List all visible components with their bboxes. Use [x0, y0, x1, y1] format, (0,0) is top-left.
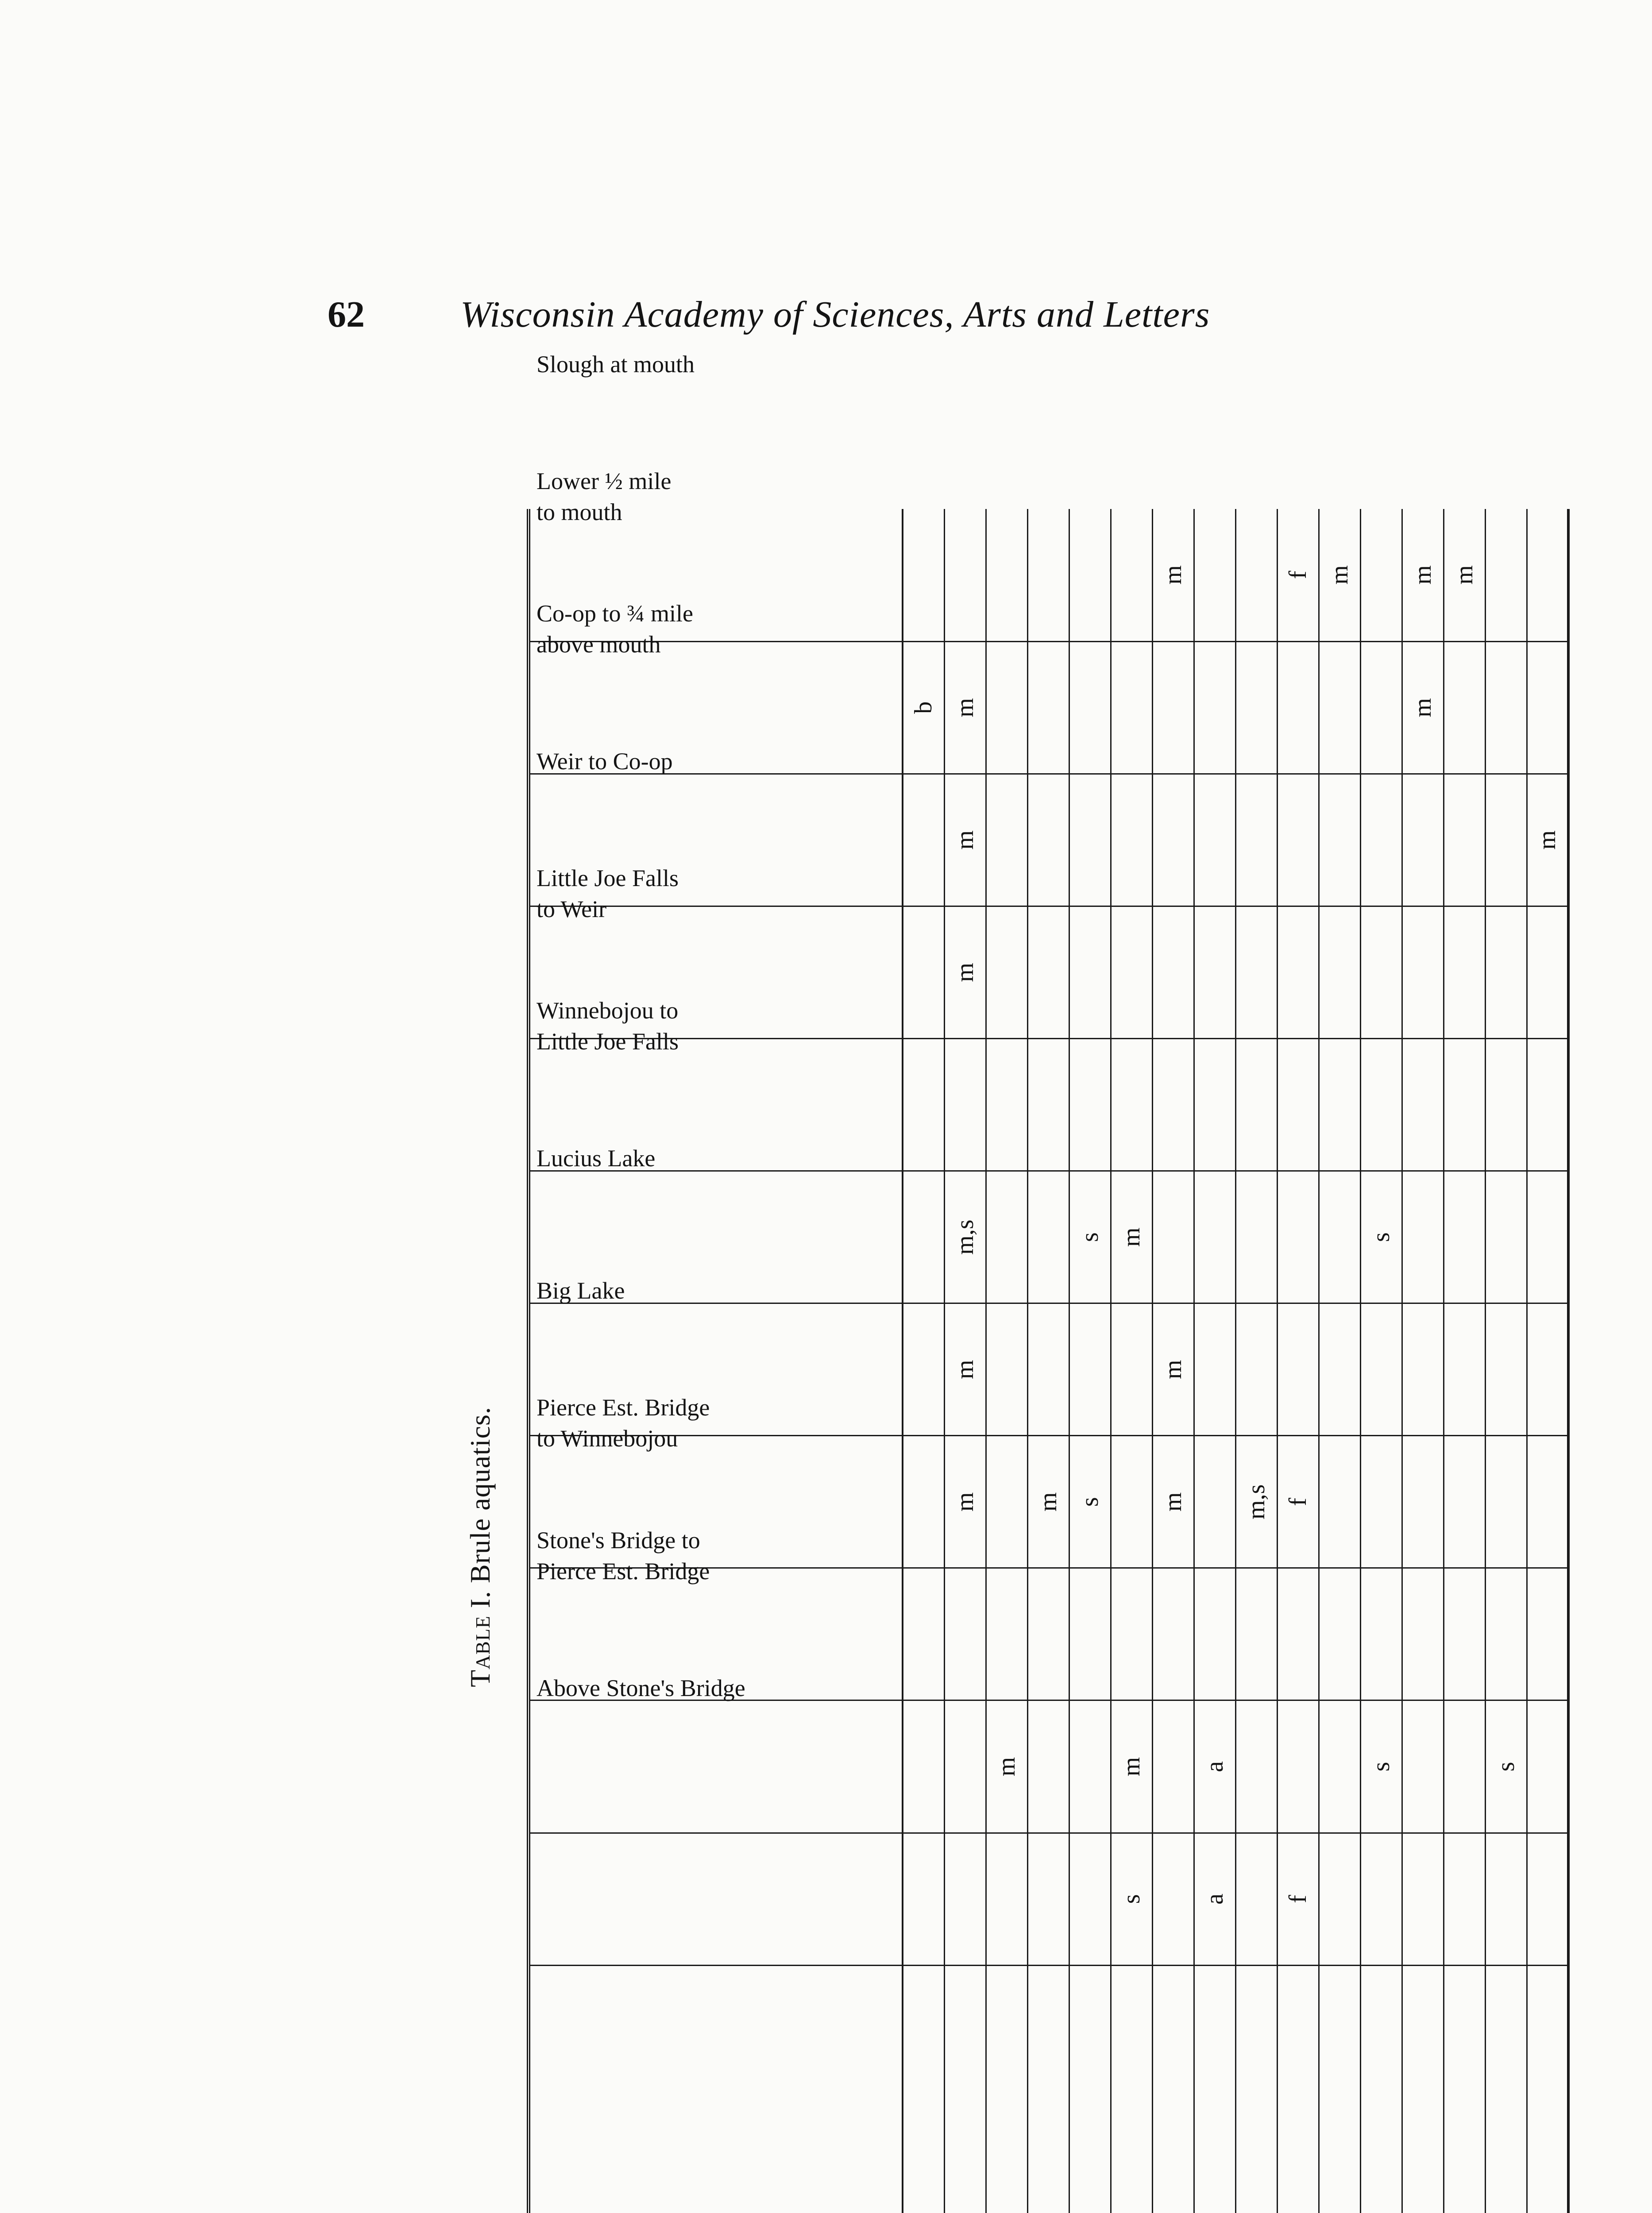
habitat-cell [1402, 1436, 1444, 1568]
species-name [944, 1965, 986, 2213]
habitat-cell [1527, 1700, 1568, 1833]
habitat-cell [1319, 906, 1360, 1038]
habitat-cell: m [1152, 1436, 1194, 1568]
habitat-cell [903, 509, 944, 641]
habitat-cell [1069, 774, 1111, 906]
species-name [1111, 1965, 1152, 2213]
habitat-cell [1235, 641, 1277, 774]
page-number: 62 [328, 294, 365, 335]
habitat-cell [944, 1833, 986, 1965]
habitat-cell [1235, 774, 1277, 906]
habitat-cell [1444, 1171, 1485, 1303]
habitat-cell [1360, 641, 1402, 774]
habitat-cell [1027, 1039, 1069, 1171]
habitat-cell [1194, 1039, 1235, 1171]
habitat-cell [1111, 906, 1152, 1038]
habitat-cell [1027, 1568, 1069, 1700]
habitat-cell [1527, 1833, 1568, 1965]
table-row [1027, 509, 1069, 2213]
habitat-cell [1111, 641, 1152, 774]
table-caption-text: Brule aquatics. [464, 1407, 496, 1583]
habitat-cell [1527, 906, 1568, 1038]
habitat-cell: m,s [1235, 1436, 1277, 1568]
key-item [605, 1975, 646, 2213]
habitat-cell [1360, 906, 1402, 1038]
habitat-cell [1152, 1039, 1194, 1171]
habitat-cell [1485, 1303, 1527, 1436]
habitat-cell [944, 509, 986, 641]
habitat-cell [986, 641, 1027, 774]
rotated-table-frame [443, 351, 1561, 2213]
column-header-line2: Little Joe Falls [537, 1028, 679, 1055]
column-header-line1: Lucius Lake [537, 1145, 656, 1172]
habitat-cell: b [903, 641, 944, 774]
column-header-line2: to mouth [537, 498, 622, 525]
habitat-cell [1069, 1303, 1111, 1436]
habitat-cell [1069, 641, 1111, 774]
habitat-cell [1111, 1568, 1152, 1700]
habitat-cell [1027, 1700, 1069, 1833]
habitat-cell [1027, 1171, 1069, 1303]
species-name [1152, 1965, 1194, 2213]
column-header-line1: Weir to Co-op [537, 748, 673, 775]
table-row [1194, 509, 1235, 2213]
habitat-cell [1194, 1303, 1235, 1436]
habitat-cell [1444, 1568, 1485, 1700]
habitat-cell [1111, 1039, 1152, 1171]
habitat-cell [1485, 774, 1527, 906]
habitat-cell [1277, 1303, 1319, 1436]
table-body [903, 509, 1568, 2213]
habitat-cell [1152, 906, 1194, 1038]
habitat-cell [1235, 906, 1277, 1038]
habitat-cell [1194, 774, 1235, 906]
habitat-cell [1235, 1833, 1277, 1965]
habitat-cell [1319, 1833, 1360, 1965]
habitat-cell [1402, 906, 1444, 1038]
habitat-cell [1444, 1436, 1485, 1568]
journal-title: Wisconsin Academy of Sciences, Arts and Letters [460, 294, 1210, 335]
species-name [1235, 1965, 1277, 2213]
species-name [1444, 1965, 1485, 2213]
habitat-cell [1360, 774, 1402, 906]
habitat-cell [1444, 641, 1485, 774]
table-block [443, 351, 1561, 2213]
habitat-cell [1194, 906, 1235, 1038]
habitat-cell: m [1402, 509, 1444, 641]
habitat-cell [986, 1568, 1027, 1700]
habitat-cell: f [1277, 1436, 1319, 1568]
habitat-cell: m [1111, 1171, 1152, 1303]
habitat-cell [1194, 1436, 1235, 1568]
column-header-line1: Co-op to ¾ mile [537, 600, 693, 627]
habitat-cell [1027, 641, 1069, 774]
key-items [605, 1975, 849, 2213]
species-name [1402, 1965, 1444, 2213]
habitat-cell [944, 1568, 986, 1700]
habitat-cell [1402, 1171, 1444, 1303]
habitat-cell: f [1277, 1833, 1319, 1965]
key-item [727, 1975, 768, 2213]
habitat-cell [1444, 774, 1485, 906]
column-header-line1: Winnebojou to [537, 997, 679, 1024]
habitat-cell: m [1152, 509, 1194, 641]
habitat-cell [1485, 641, 1527, 774]
habitat-cell: s [1360, 1171, 1402, 1303]
key-item [646, 1975, 687, 2213]
habitat-cell [1527, 1568, 1568, 1700]
habitat-cell [1111, 509, 1152, 641]
habitat-cell [1444, 1700, 1485, 1833]
habitat-cell [1152, 774, 1194, 906]
habitat-cell [1194, 509, 1235, 641]
habitat-cell: m [1444, 509, 1485, 641]
habitat-cell [1402, 1303, 1444, 1436]
habitat-cell [1360, 1568, 1402, 1700]
habitat-cell [1277, 906, 1319, 1038]
habitat-cell [986, 1171, 1027, 1303]
column-header-line2: above mouth [537, 631, 661, 658]
table-row [1485, 509, 1527, 2213]
habitat-cell [1027, 1833, 1069, 1965]
habitat-cell: m [1402, 641, 1444, 774]
habitat-cell [903, 1700, 944, 1833]
habitat-cell [1235, 1303, 1277, 1436]
key-title [548, 1975, 579, 2213]
habitat-cell [986, 1039, 1027, 1171]
habitat-cell [1319, 1039, 1360, 1171]
habitat-cell [1527, 1039, 1568, 1171]
key-legend [529, 1965, 903, 2213]
table-row [1069, 509, 1111, 2213]
habitat-cell: m [944, 774, 986, 906]
table-row [1111, 509, 1152, 2213]
habitat-cell [1360, 1039, 1402, 1171]
habitat-cell: s [1111, 1833, 1152, 1965]
species-name [1360, 1965, 1402, 2213]
habitat-cell [1194, 1568, 1235, 1700]
column-header-line2: Pierce Est. Bridge [537, 1558, 710, 1585]
habitat-cell [1027, 509, 1069, 641]
habitat-cell [1152, 1568, 1194, 1700]
habitat-cell [1319, 1700, 1360, 1833]
table-row [1360, 509, 1402, 2213]
habitat-cell [986, 509, 1027, 641]
habitat-cell [1527, 1171, 1568, 1303]
habitat-cell [1402, 1700, 1444, 1833]
table-row [1444, 509, 1485, 2213]
habitat-cell [1485, 1436, 1527, 1568]
species-name [1194, 1965, 1235, 2213]
habitat-cell [1527, 1303, 1568, 1436]
species-name [903, 1965, 944, 2213]
habitat-cell [903, 1833, 944, 1965]
habitat-cell [1319, 1568, 1360, 1700]
habitat-cell [1402, 774, 1444, 906]
habitat-cell [1277, 1568, 1319, 1700]
table-row [944, 509, 986, 2213]
habitat-cell [1485, 1039, 1527, 1171]
column-header-line1: Above Stone's Bridge [537, 1674, 745, 1701]
habitat-cell [1111, 774, 1152, 906]
habitat-cell [903, 1171, 944, 1303]
habitat-cell [1235, 509, 1277, 641]
habitat-cell [1319, 774, 1360, 906]
habitat-cell [1277, 774, 1319, 906]
habitat-cell [1027, 906, 1069, 1038]
habitat-cell [944, 1700, 986, 1833]
habitat-cell [1277, 1039, 1319, 1171]
habitat-cell [1152, 1171, 1194, 1303]
column-header-line1: Little Joe Falls [537, 865, 679, 892]
habitat-cell: m [1111, 1700, 1152, 1833]
table-caption-label: Table I. [464, 1590, 496, 1687]
habitat-cell: m [1319, 509, 1360, 641]
table-row [1402, 509, 1444, 2213]
habitat-cell [1235, 1171, 1277, 1303]
habitat-cell [1319, 1303, 1360, 1436]
habitat-cell [1402, 1833, 1444, 1965]
species-name [1319, 1965, 1360, 2213]
habitat-cell [1444, 1303, 1485, 1436]
habitat-cell: m [1027, 1436, 1069, 1568]
table-row [1527, 509, 1568, 2213]
habitat-cell: m [944, 1436, 986, 1568]
habitat-cell [903, 774, 944, 906]
habitat-cell [1069, 1568, 1111, 1700]
habitat-cell [986, 1436, 1027, 1568]
column-header [529, 1674, 903, 1965]
habitat-cell [1069, 1833, 1111, 1965]
habitat-cell [1319, 1436, 1360, 1568]
species-name [1485, 1965, 1527, 2213]
habitat-cell [1360, 1436, 1402, 1568]
column-header-line1: Slough at mouth [537, 351, 695, 378]
habitat-cell [986, 774, 1027, 906]
habitat-cell [1319, 1171, 1360, 1303]
habitat-cell [1360, 1833, 1402, 1965]
habitat-cell [944, 1039, 986, 1171]
habitat-cell [1194, 1171, 1235, 1303]
habitat-cell: m [944, 641, 986, 774]
habitat-cell [1402, 1039, 1444, 1171]
habitat-cell [1444, 1039, 1485, 1171]
habitat-cell: m [1527, 774, 1568, 906]
table-row [986, 509, 1027, 2213]
key-item [809, 1975, 849, 2213]
habitat-cell [1360, 1303, 1402, 1436]
habitat-cell [1485, 509, 1527, 641]
habitat-cell [1319, 641, 1360, 774]
habitat-cell [986, 906, 1027, 1038]
habitat-cell [1152, 1700, 1194, 1833]
habitat-cell: m [986, 1700, 1027, 1833]
habitat-cell [1277, 1700, 1319, 1833]
table-row [1319, 509, 1360, 2213]
habitat-cell [986, 1303, 1027, 1436]
habitat-cell [1277, 1171, 1319, 1303]
column-header-line1: Pierce Est. Bridge [537, 1394, 710, 1421]
habitat-cell [1402, 1568, 1444, 1700]
column-header-line2: to Winnebojou [537, 1425, 678, 1452]
table-row [1277, 509, 1319, 2213]
habitat-cell: s [1485, 1700, 1527, 1833]
habitat-cell [1235, 1700, 1277, 1833]
habitat-cell [1277, 641, 1319, 774]
habitat-cell [1485, 906, 1527, 1038]
habitat-cell [1111, 1303, 1152, 1436]
habitat-cell [1485, 1833, 1527, 1965]
key-item [687, 1975, 727, 2213]
habitat-cell: s [1069, 1436, 1111, 1568]
habitat-cell [903, 1568, 944, 1700]
habitat-cell [903, 1039, 944, 1171]
habitat-cell [903, 1303, 944, 1436]
habitat-cell [1360, 509, 1402, 641]
habitat-cell [1069, 1700, 1111, 1833]
habitat-cell [1027, 774, 1069, 906]
table-row [1235, 509, 1277, 2213]
species-name [1277, 1965, 1319, 2213]
habitat-cell [1069, 1039, 1111, 1171]
habitat-cell [1527, 1436, 1568, 1568]
column-header-line2: to Weir [537, 896, 607, 923]
table-caption [443, 509, 518, 2213]
habitat-cell [1527, 641, 1568, 774]
habitat-cell [903, 1436, 944, 1568]
habitat-cell [1069, 906, 1111, 1038]
habitat-cell [1069, 509, 1111, 641]
habitat-cell [1111, 1436, 1152, 1568]
habitat-cell [1235, 1039, 1277, 1171]
table-row [1152, 509, 1194, 2213]
habitat-cell: m [944, 906, 986, 1038]
species-name [1027, 1965, 1069, 2213]
habitat-cell: s [1069, 1171, 1111, 1303]
habitat-cell [1444, 906, 1485, 1038]
column-header-line1: Lower ½ mile [537, 467, 672, 494]
habitat-cell [1485, 1568, 1527, 1700]
habitat-cell [1444, 1833, 1485, 1965]
species-name [986, 1965, 1027, 2213]
habitat-cell: f [1277, 509, 1319, 641]
species-name [1069, 1965, 1111, 2213]
habitat-cell: a [1194, 1833, 1235, 1965]
habitat-cell [1152, 1833, 1194, 1965]
column-header-line1: Big Lake [537, 1277, 625, 1304]
habitat-cell: m [1152, 1303, 1194, 1436]
brule-aquatics-table [527, 351, 1570, 2213]
habitat-cell [1485, 1171, 1527, 1303]
habitat-cell [1027, 1303, 1069, 1436]
habitat-cell [1235, 1568, 1277, 1700]
habitat-cell: a [1194, 1700, 1235, 1833]
habitat-cell [903, 906, 944, 1038]
habitat-cell [1194, 641, 1235, 774]
column-header-line1: Stone's Bridge to [537, 1527, 700, 1554]
habitat-cell: s [1360, 1700, 1402, 1833]
species-name [1527, 1965, 1568, 2213]
habitat-cell: m,s [944, 1171, 986, 1303]
habitat-cell [1152, 641, 1194, 774]
table-header-row [529, 509, 903, 2213]
table-row [903, 509, 944, 2213]
habitat-cell: m [944, 1303, 986, 1436]
habitat-cell [986, 1833, 1027, 1965]
key-item [768, 1975, 809, 2213]
habitat-cell [1527, 509, 1568, 641]
